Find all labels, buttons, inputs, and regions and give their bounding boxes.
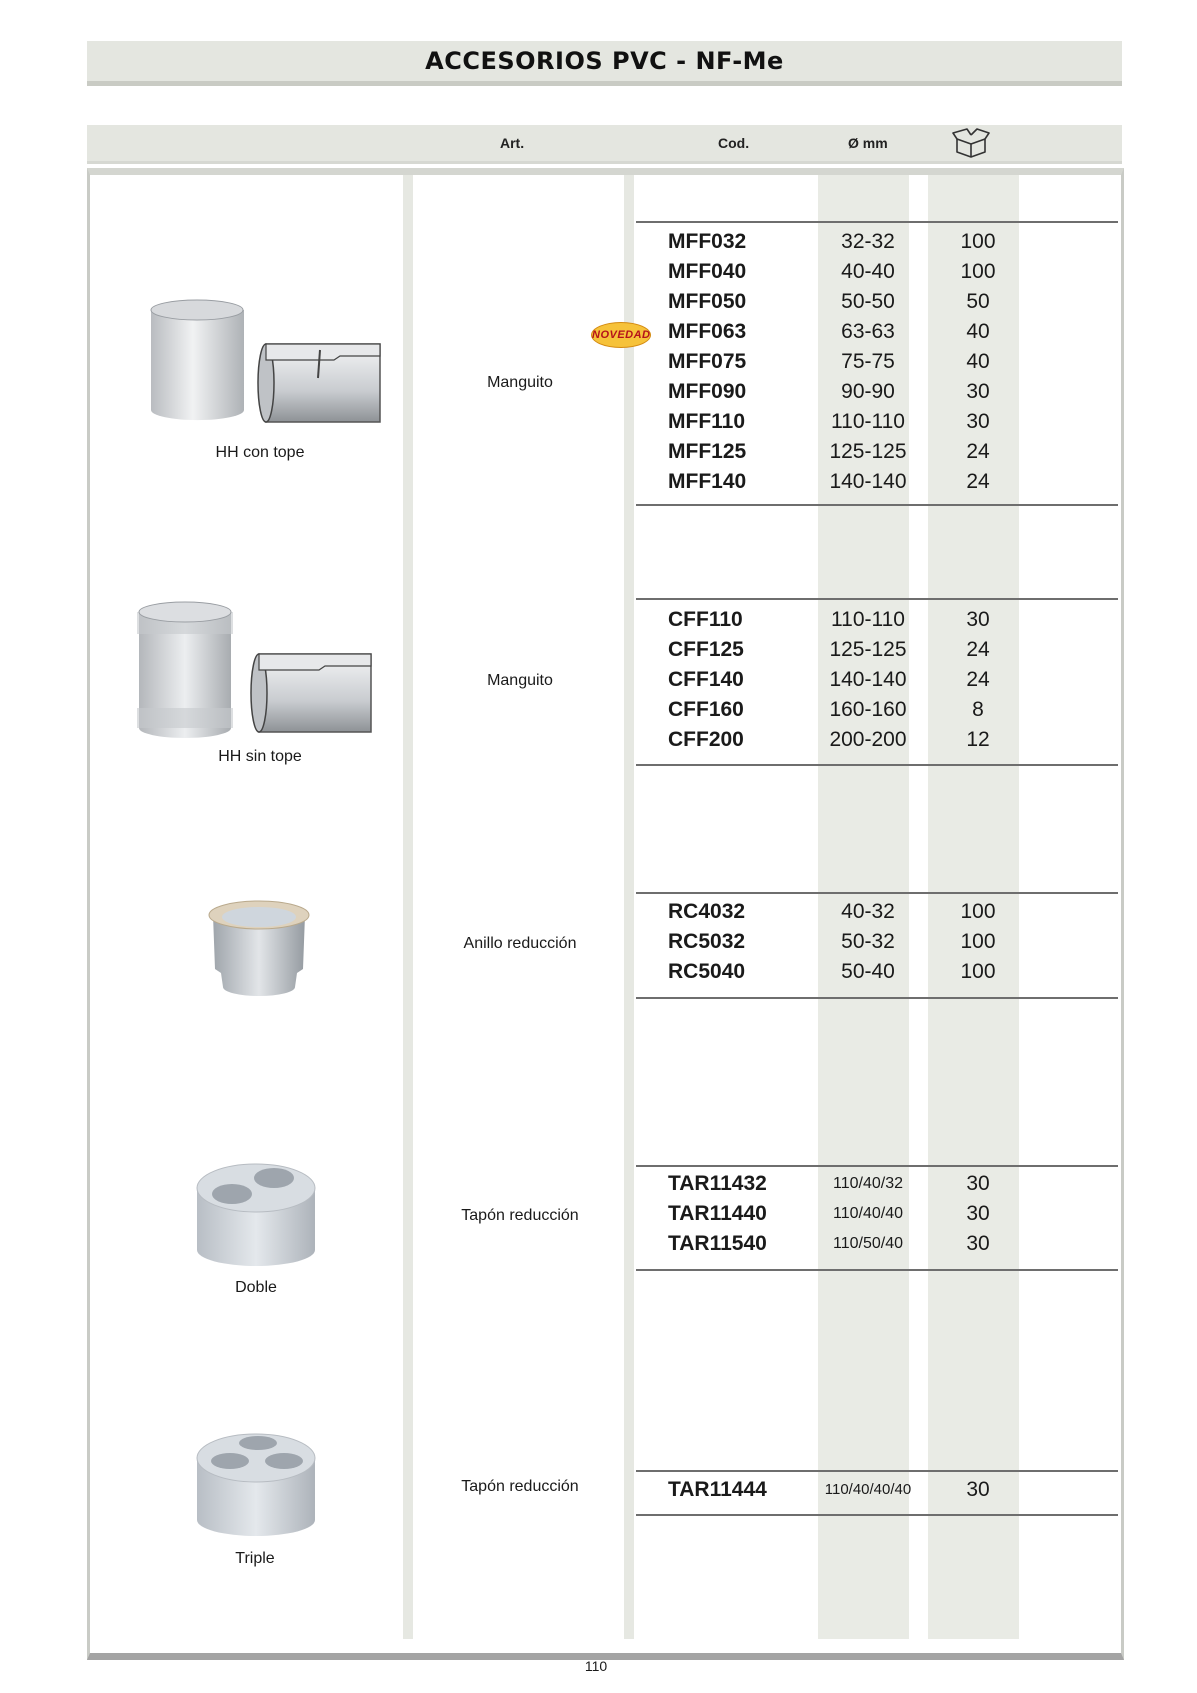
box-quantity: 100 (960, 230, 996, 253)
row-divider (636, 1165, 1118, 1167)
product-code: CFF200 (668, 728, 744, 751)
product-code: RC4032 (668, 900, 746, 923)
row-divider (636, 221, 1118, 223)
product-code: CFF140 (668, 668, 744, 691)
diameter-value: 110/40/40/40 (824, 1481, 912, 1498)
box-quantity: 30 (966, 1172, 990, 1195)
coupling-without-stop-image (135, 600, 375, 740)
box-icon (952, 127, 990, 159)
row-divider (636, 892, 1118, 894)
product-code: TAR11444 (668, 1478, 767, 1501)
box-quantity: 30 (966, 1478, 990, 1501)
reduction-ring-image (203, 895, 315, 999)
header-cod: Cod. (718, 135, 750, 151)
diameter-value: 50-50 (841, 290, 895, 313)
box-quantity: 30 (966, 608, 990, 631)
diameter-value: 200-200 (829, 728, 907, 751)
article-name: Manguito (487, 672, 553, 689)
diameter-value: 50-32 (841, 930, 895, 953)
diameter-value: 90-90 (841, 380, 895, 403)
diameter-value: 160-160 (829, 698, 907, 721)
product-code: MFF075 (668, 350, 747, 373)
row-divider (636, 1470, 1118, 1472)
product-code: MFF032 (668, 230, 747, 253)
diameter-value: 110/40/32 (833, 1175, 903, 1192)
product-code: TAR11432 (668, 1172, 767, 1195)
article-name: Tapón reducción (461, 1478, 579, 1495)
triple-reduction-cap-image (194, 1430, 318, 1542)
diameter-value: 140-140 (829, 470, 907, 493)
coupling-with-stop-image (148, 298, 388, 430)
diameter-value: 63-63 (841, 320, 895, 343)
double-reduction-cap-image (194, 1160, 318, 1272)
diameter-value: 110-110 (831, 608, 905, 631)
product-code: RC5032 (668, 930, 746, 953)
product-caption: HH con tope (215, 444, 305, 461)
box-quantity: 40 (966, 350, 990, 373)
article-name: Tapón reducción (461, 1207, 579, 1224)
row-divider (636, 1514, 1118, 1516)
product-caption: HH sin tope (218, 748, 302, 765)
diameter-value: 110-110 (831, 410, 905, 433)
box-quantity: 12 (966, 728, 990, 751)
product-caption: Doble (235, 1279, 277, 1296)
product-code: MFF110 (668, 410, 746, 433)
product-code: CFF125 (668, 638, 744, 661)
diameter-value: 32-32 (841, 230, 895, 253)
article-name: Anillo reducción (463, 935, 577, 952)
row-divider (636, 1269, 1118, 1271)
diameter-value: 140-140 (829, 668, 907, 691)
box-quantity: 40 (966, 320, 990, 343)
diameter-value: 40-40 (841, 260, 895, 283)
product-code: MFF063 (668, 320, 747, 343)
box-quantity: 24 (966, 638, 990, 661)
box-quantity: 100 (960, 900, 996, 923)
row-divider (636, 997, 1118, 999)
product-code: MFF140 (668, 470, 747, 493)
diameter-value: 110/50/40 (833, 1235, 903, 1252)
box-quantity: 30 (966, 410, 990, 433)
article-name: Manguito (487, 374, 553, 391)
row-divider (636, 598, 1118, 600)
product-code: RC5040 (668, 960, 746, 983)
diameter-value: 125-125 (829, 638, 907, 661)
novedad-badge: NOVEDAD (591, 322, 651, 348)
product-code: MFF050 (668, 290, 747, 313)
box-quantity: 24 (966, 668, 990, 691)
box-quantity: 100 (960, 930, 996, 953)
column-divider (624, 175, 634, 1639)
box-quantity: 24 (966, 470, 990, 493)
box-quantity: 24 (966, 440, 990, 463)
product-code: CFF110 (668, 608, 743, 631)
diameter-value: 75-75 (841, 350, 895, 373)
product-code: MFF040 (668, 260, 747, 283)
box-quantity: 8 (972, 698, 984, 721)
header-diameter: Ø mm (848, 135, 888, 151)
product-code: TAR11440 (668, 1202, 767, 1225)
diameter-value: 125-125 (829, 440, 907, 463)
box-quantity: 30 (966, 1202, 990, 1225)
column-divider (403, 175, 413, 1639)
box-quantity: 100 (960, 960, 996, 983)
product-code: MFF090 (668, 380, 747, 403)
box-quantity: 50 (966, 290, 990, 313)
row-divider (636, 504, 1118, 506)
diameter-value: 50-40 (841, 960, 895, 983)
box-quantity: 100 (960, 260, 996, 283)
product-code: CFF160 (668, 698, 744, 721)
product-code: MFF125 (668, 440, 747, 463)
row-divider (636, 764, 1118, 766)
page-number: 110 (584, 1658, 608, 1674)
diameter-value: 110/40/40 (833, 1205, 903, 1222)
header-art: Art. (500, 135, 525, 151)
product-code: TAR11540 (668, 1232, 767, 1255)
title-bar (87, 41, 1122, 86)
product-caption: Triple (235, 1550, 275, 1567)
box-quantity: 30 (966, 380, 990, 403)
box-quantity: 30 (966, 1232, 990, 1255)
page-title: ACCESORIOS PVC - NF-Me (425, 47, 784, 75)
diameter-value: 40-32 (841, 900, 895, 923)
